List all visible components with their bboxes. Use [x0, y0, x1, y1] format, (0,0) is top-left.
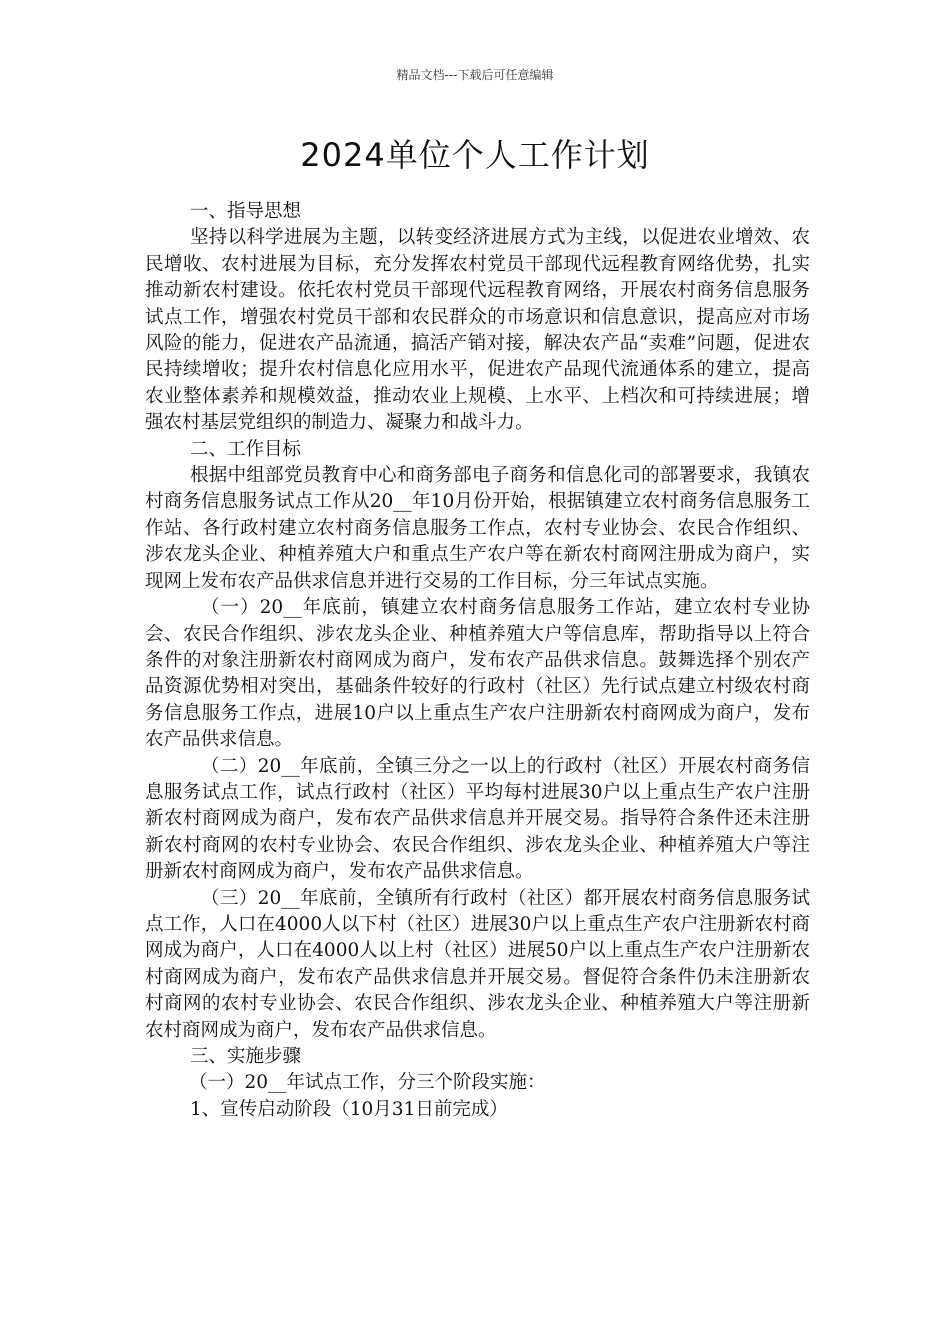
paragraph-step-intro: （一）20__年试点工作，分三个阶段实施： — [189, 1072, 546, 1094]
page-header-note: 精品文档---下载后可任意编辑 — [396, 68, 554, 82]
document-body — [145, 199, 810, 1123]
section-heading-work-goals: 二、工作目标 — [190, 438, 302, 460]
paragraph-guiding-ideology: 坚持以科学进展为主题，以转变经济进展方式为主线，以促进农业增效、农民增收、农村进展为目标，充分发挥农村党员干部现代远程教育网络优势，扎实推动新农村建设。依托农村党员干部现代远程教育网络，开展农村商务信息服务试点工作，增强农村党员干部和农民群众的市场意识和信息意识，提高应对市场风险的能力，促进农产品流通，搞活产销对接，解决农产品“卖难”问题，促进农民持续增收；提升农村信息化应用水平，促进农产品现代流通体系的建立，提高农业整体素养和规模效益，推动农业上规模、上水平、上档次和可持续进展；增强农村基层党组织的制造力、凝聚力和战斗力。 — [145, 227, 810, 434]
paragraph-step-1: 1、宣传启动阶段（10月31日前完成） — [190, 1098, 508, 1120]
section-heading-implementation-steps: 三、实施步骤 — [190, 1046, 302, 1067]
paragraph-goal-2: （二）20__年底前，全镇三分之一以上的行政村（社区）开展农村商务信息服务试点工作，试点行政村（社区）平均每村进展30户以上重点生产农户注册新农村商网成为商户，发布农产品供求信息并开展交易。指导符合条件还未注册新农村商网的农村专业协会、农民合作组织、涉农龙头企业、种植养殖大户等注册新农村商网成为商户，发布农产品供求信息。 — [145, 755, 810, 883]
paragraph-goal-3: （三）20__年底前，全镇所有行政村（社区）都开展农村商务信息服务试点工作，人口在4000人以下村（社区）进展30户以上重点生产农户注册新农村商网成为商户，人口在4000人以上村（社区）进展50户以上重点生产农户注册新农村商网成为商户，发布农产品供求信息并开展交易。督促符合条件仍未注册新农村商网的农村专业协会、农民合作组织、涉农龙头企业、种植养殖大户等注册新农村商网成为商户，发布农产品供求信息。 — [145, 887, 810, 1041]
paragraph-work-goals: 根据中组部党员教育中心和商务部电子商务和信息化司的部署要求，我镇农村商务信息服务试点工作从20__年10月份开始，根据镇建立农村商务信息服务工作站、各行政村建立农村商务信息服务工作点，农村专业协会、农民合作组织、涉农龙头企业、种植养殖大户和重点生产农户等在新农村商网注册成为商户，实现网上发布农产品供求信息并进行交易的工作目标，分三年试点实施。 — [145, 465, 810, 592]
page-title: 2024单位个人工作计划 — [300, 136, 650, 174]
paragraph-goal-1: （一）20__年底前，镇建立农村商务信息服务工作站，建立农村专业协会、农民合作组织、涉农龙头企业、种植养殖大户等信息库，帮助指导以上符合条件的对象注册新农村商网成为商户，发布农产品供求信息。鼓舞选择个别农产品资源优势相对突出，基础条件较好的行政村（社区）先行试点建立村级农村商务信息服务工作点，进展10户以上重点生产农户注册新农村商网成为商户，发布农产品供求信息。 — [145, 597, 810, 751]
section-heading-guiding-ideology: 一、指导思想 — [190, 201, 302, 222]
